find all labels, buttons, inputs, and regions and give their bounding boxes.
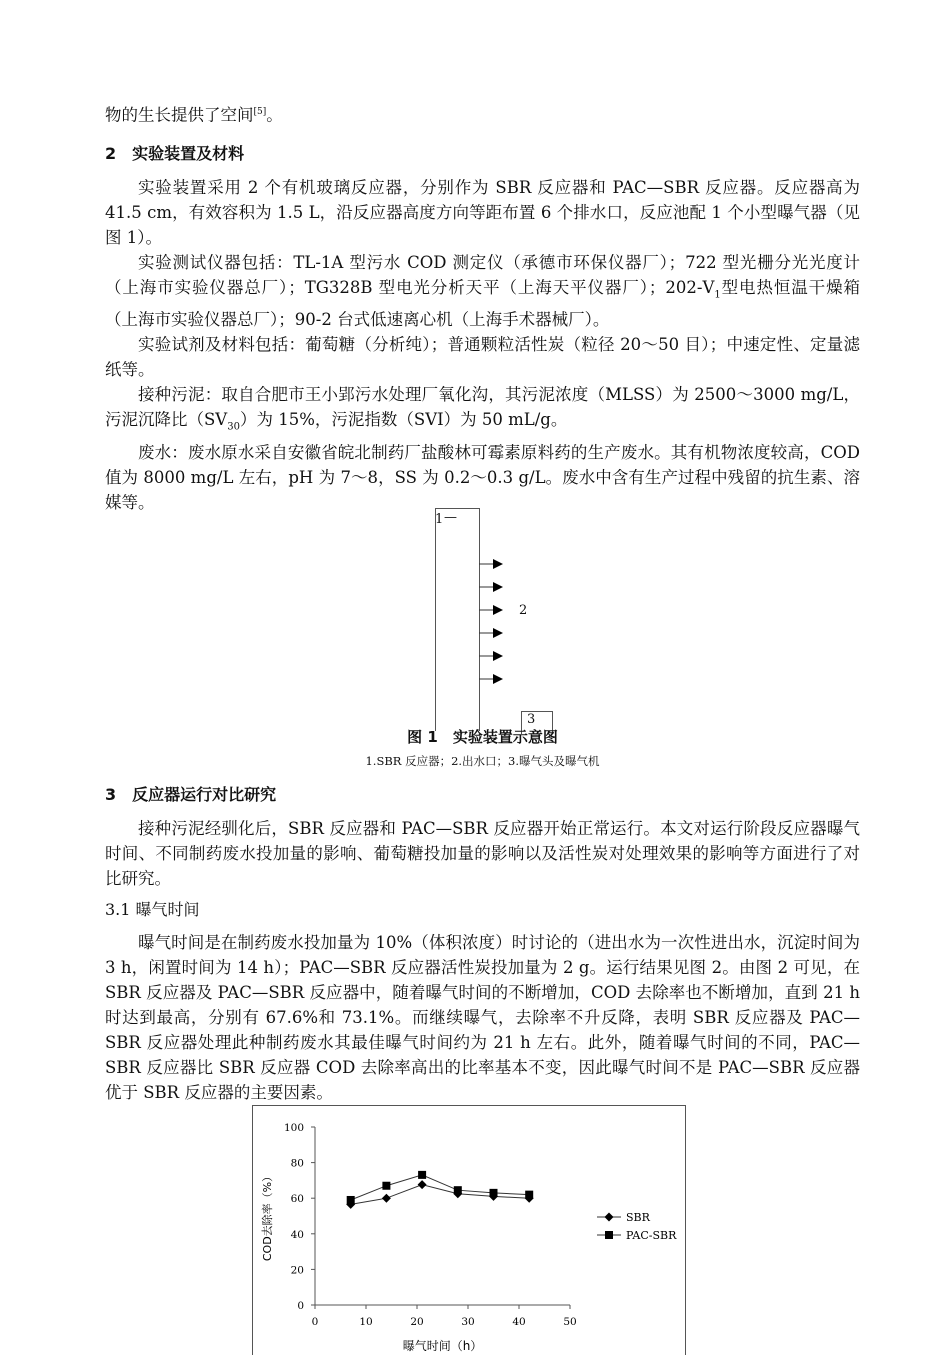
- citation-ref: [5]: [253, 107, 267, 117]
- section-3-1-title: 3.1 曝气时间: [105, 900, 200, 919]
- series-line-pac-sbr: [351, 1175, 530, 1200]
- paragraph: [105, 382, 860, 439]
- text: ）为 15%，污泥指数（SVI）为 50 mL/g。: [239, 410, 568, 430]
- paragraph: 实验装置采用 2 个有机玻璃反应器，分别作为 SBR 反应器和 PAC—SBR 反应器。反应器高为 41.5 cm，有效容积为 1.5 L，沿反应器高度方向等距布置 6 个排水口，反应池配 1 个小型曝气器（见图 1）。: [105, 178, 860, 247]
- x-tick-label: 0: [311, 1316, 319, 1328]
- figure-2-chart: [252, 1105, 686, 1355]
- data-point-pac-sbr: [382, 1182, 390, 1190]
- paragraph: 实验试剂及材料包括：葡萄糖（分析纯）；普通颗粒活性炭（粒径 20～50 目）；中速定性、定量滤纸等。: [105, 335, 860, 380]
- data-point-sbr: [418, 1180, 427, 1189]
- data-point-pac-sbr: [347, 1196, 355, 1204]
- section-3-body: [105, 816, 860, 891]
- paragraph: [105, 250, 860, 332]
- paragraph: 接种污泥经驯化后，SBR 反应器和 PAC—SBR 反应器开始正常运行。本文对运行阶段反应器曝气时间、不同制药废水投加量的影响、葡萄糖投加量的影响以及活性炭对处理效果的影响等方面进行了对比研究。: [105, 819, 860, 888]
- legend-label: SBR: [626, 1211, 650, 1224]
- x-tick-label: 50: [563, 1316, 577, 1328]
- label-2: 2: [519, 603, 528, 618]
- text: 实验测试仪器包括：TL-1A 型污水 COD 测定仪（承德市环保仪器厂）；722 型光栅分光光度计（上海市实验仪器总厂）；TG328B 型电光分析天平（上海天平仪器厂）；202-V: [105, 253, 860, 297]
- y-tick-label: 100: [283, 1122, 304, 1134]
- label-3: 3: [527, 712, 536, 727]
- figure-1-diagram: [435, 508, 585, 738]
- text: 型电热恒温干燥箱（上海市实验仪器总厂）；90-2 台式低速离心机（上海手术器械厂）。: [105, 278, 860, 330]
- intro-text: 物的生长提供了空间: [105, 105, 254, 125]
- data-point-pac-sbr: [525, 1191, 533, 1199]
- legend-marker: [605, 1213, 614, 1222]
- data-point-pac-sbr: [454, 1186, 462, 1194]
- y-tick-label: 0: [297, 1300, 304, 1312]
- outlet-arrow: [479, 557, 503, 571]
- outlet-arrow: [479, 603, 503, 617]
- paragraph: 曝气时间是在制药废水投加量为 10%（体积浓度）时讨论的（进出水为一次性进出水，沉淀时间为 3 h，闲置时间为 14 h）；PAC—SBR 反应器活性炭投加量为 2 g。运行结果见图 2。由图 2 可见，在 SBR 反应器及 PAC—SBR 反应器中，随着曝气时间的不断增加，COD 去除率也不断增加，直到 21 h 时达到最高，分别有 67.6%和 73.1%。而继续曝气，去除率不升反降，表明 SBR 反应器及 PAC—SBR 反应器处理此种制药废水其最佳曝气时间约为 21 h 左右。此外，随着曝气时间的不同，PAC—SBR 反应器比 SBR 反应器 COD 去除率高出的比率基本不变，因此曝气时间不是 PAC—SBR 反应器优于 SBR 反应器的主要因素。: [105, 933, 860, 1102]
- leader-line-1: —: [444, 510, 457, 525]
- x-axis-label: 曝气时间（h）: [402, 1339, 483, 1353]
- intro-tail: [105, 100, 860, 128]
- section-2-body: [105, 175, 860, 515]
- x-tick-label: 10: [359, 1316, 373, 1328]
- figure-1-caption: 图 1 实验装置示意图: [407, 728, 558, 746]
- sbr-reactor: [435, 508, 480, 731]
- text: 接种污泥：取自合肥市王小郢污水处理厂氧化沟，其污泥浓度（MLSS）为 2500～3000 mg/L，污泥沉降比（SV: [105, 385, 860, 430]
- intro-end: 。: [266, 105, 283, 125]
- data-point-sbr: [382, 1194, 391, 1203]
- y-axis-label: COD去除率（%）: [261, 1170, 274, 1262]
- data-point-pac-sbr: [490, 1189, 498, 1197]
- section-3-title: 3 反应器运行对比研究: [105, 785, 277, 804]
- section-2-title: 2 实验装置及材料: [105, 144, 245, 163]
- x-tick-label: 40: [512, 1316, 526, 1328]
- outlet-arrow: [479, 626, 503, 640]
- y-tick-label: 20: [290, 1264, 304, 1277]
- data-point-pac-sbr: [418, 1171, 426, 1179]
- chart-svg: [253, 1106, 685, 1356]
- outlet-arrow: [479, 672, 503, 686]
- legend-label: PAC-SBR: [626, 1229, 677, 1242]
- paragraph: 废水：废水原水采自安徽省皖北制药厂盐酸林可霉素原料药的生产废水。其有机物浓度较高，COD 值为 8000 mg/L 左右，pH 为 7～8，SS 为 0.2～0.3 g/L。废水中含有生产过程中残留的抗生素、溶媒等。: [105, 442, 860, 512]
- x-tick-label: 30: [461, 1316, 475, 1328]
- y-tick-label: 40: [290, 1228, 304, 1241]
- y-tick-label: 60: [290, 1193, 304, 1206]
- section-3-1-body: [105, 930, 860, 1105]
- subscript: 1: [714, 289, 721, 301]
- subscript: 30: [227, 421, 240, 433]
- outlet-arrow: [479, 580, 503, 594]
- x-tick-label: 20: [410, 1316, 424, 1328]
- y-tick-label: 80: [290, 1157, 304, 1170]
- outlet-arrow: [479, 649, 503, 663]
- legend-marker: [605, 1231, 613, 1239]
- figure-1-note: 1.SBR 反应器；2.出水口；3.曝气头及曝气机: [365, 754, 600, 768]
- label-1: 1: [435, 512, 444, 527]
- series-line-sbr: [351, 1185, 530, 1205]
